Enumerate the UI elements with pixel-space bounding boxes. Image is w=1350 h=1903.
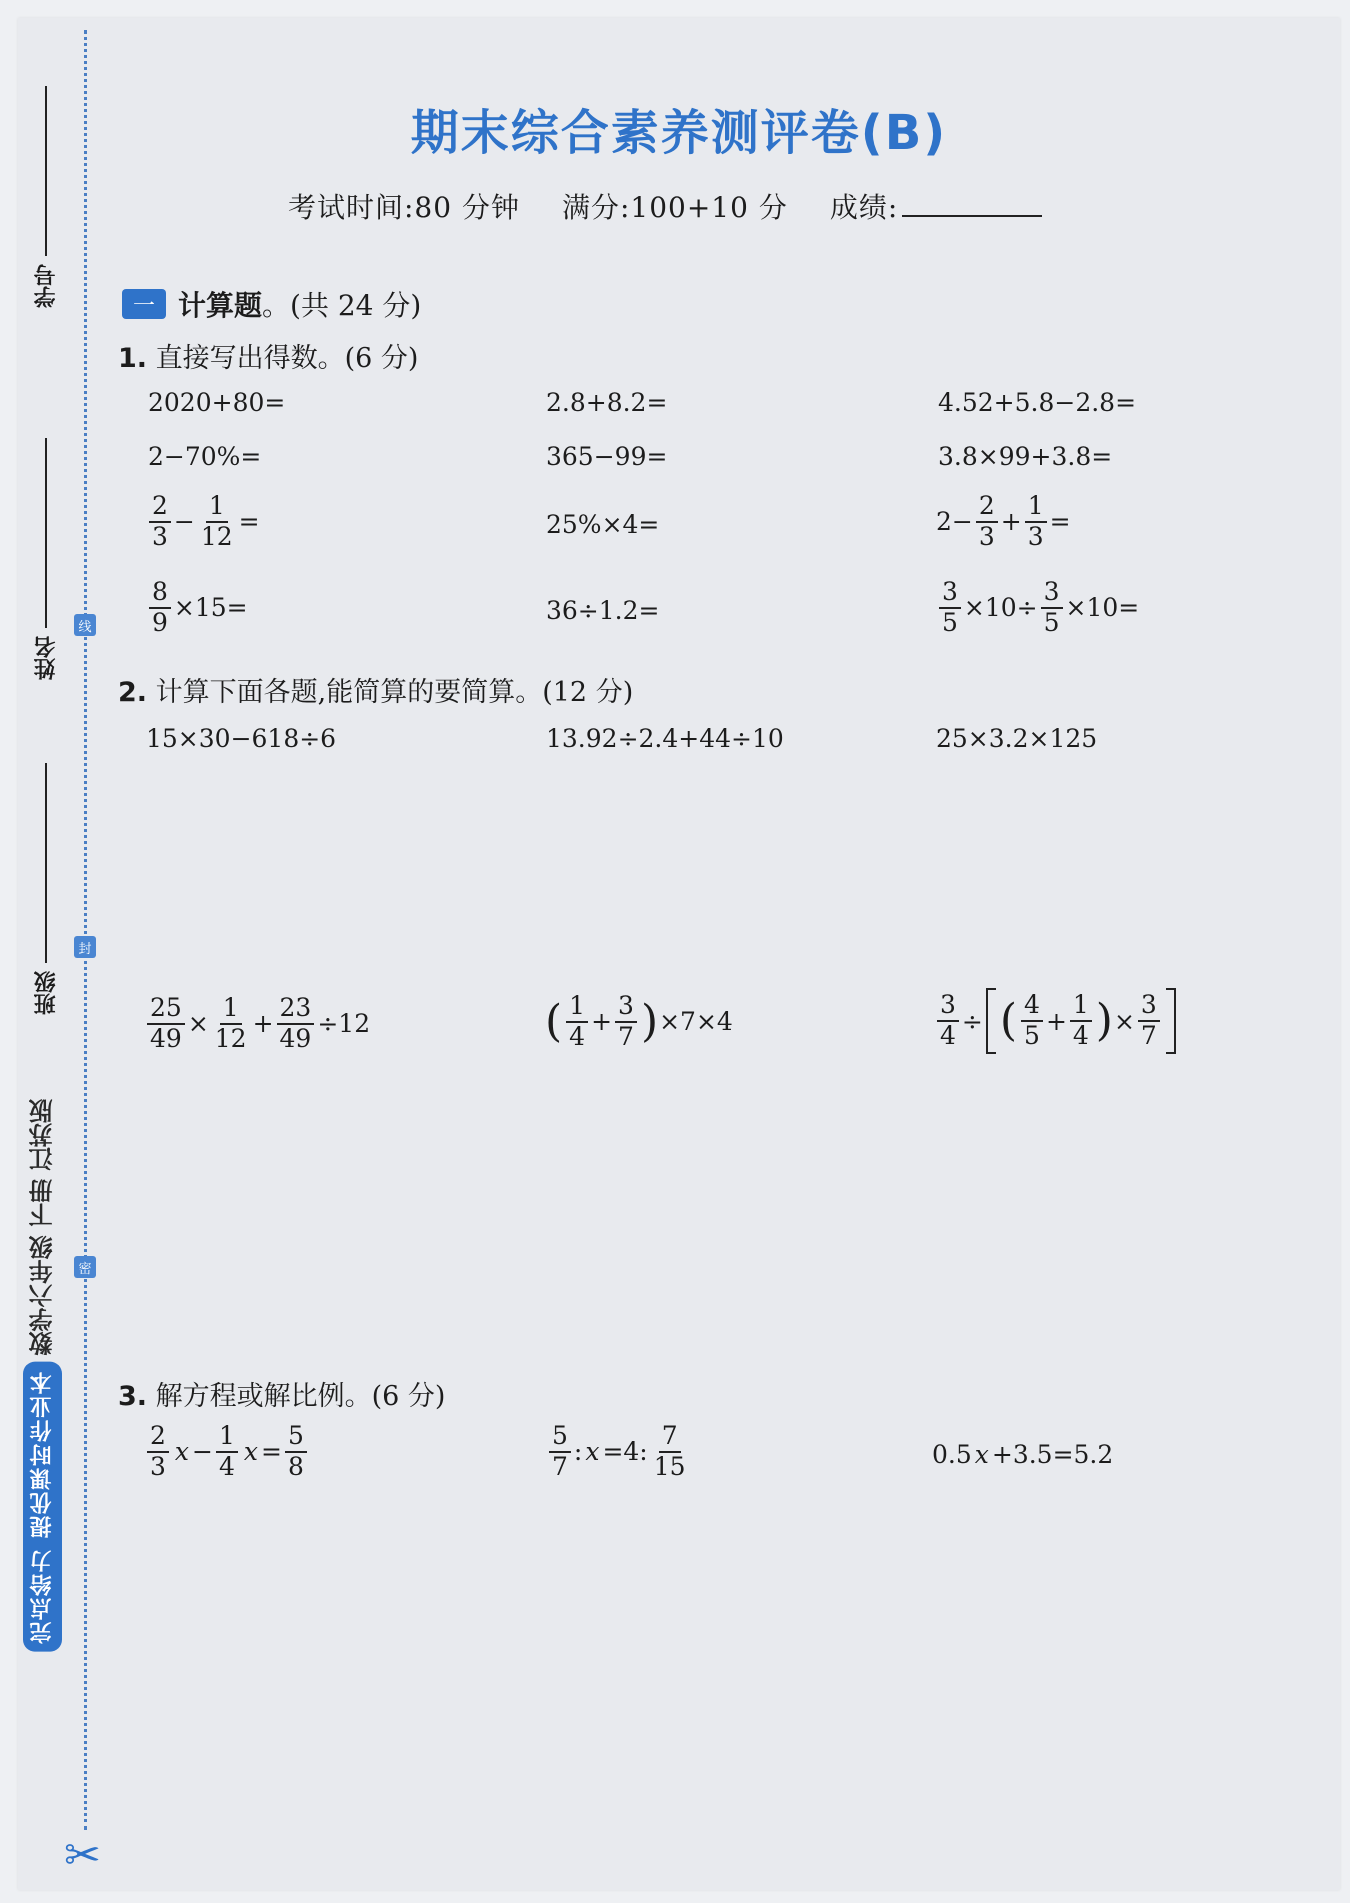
fraction: $\frac{1}{12}$ — [214, 993, 247, 1053]
fraction: $\frac{23}{49}$ — [277, 994, 315, 1054]
fraction: $\frac{1}{4}$ — [566, 992, 588, 1052]
q2-item-a: 15×30−618÷6 — [146, 724, 337, 753]
q1-item-i: 2− $\frac{2}{3}$ + $\frac{1}{3}$ = — [936, 491, 1071, 551]
seal-mark-line: 线 — [74, 614, 96, 636]
fraction: $\frac{3}{7}$ — [615, 992, 637, 1052]
name-label: 姓名 — [33, 636, 59, 680]
question-3-header: 3. 解方程或解比例。(6 分) — [118, 1381, 446, 1412]
fraction: $\frac{2}{3}$ — [149, 492, 171, 552]
series-label — [22, 1093, 62, 1793]
q1-item-d: 2−70%= — [148, 442, 262, 471]
q3-item-c: 0.5 x +3.5=5.2 — [932, 1440, 1114, 1469]
name-blank[interactable] — [45, 438, 47, 628]
name-field — [24, 438, 68, 680]
cut-dotted-line — [84, 30, 87, 1830]
fraction: $\frac{7}{15}$ — [653, 1421, 686, 1481]
exam-time: 考试时间:80 分钟 — [288, 191, 520, 224]
square-bracket-right — [1166, 988, 1176, 1054]
fraction: $\frac{3}{4}$ — [937, 991, 959, 1051]
fraction: $\frac{25}{49}$ — [147, 994, 185, 1054]
fraction: $\frac{2}{3}$ — [147, 1422, 169, 1482]
grade-blank[interactable] — [902, 193, 1042, 217]
q1-item-e: 365−99= — [546, 442, 668, 471]
seal-mark-dense: 密 — [74, 1256, 96, 1278]
q1-item-a: 2020+80= — [148, 388, 286, 417]
q1-item-j: $\frac{8}{9}$ ×15= — [146, 578, 248, 638]
fraction: $\frac{5}{8}$ — [285, 1422, 307, 1482]
student-id-label: 学号 — [33, 264, 59, 308]
series-edition: 数学六年级 下册 江苏版 — [28, 1099, 57, 1356]
square-bracket-left — [986, 988, 996, 1054]
fraction: $\frac{3}{5}$ — [1041, 578, 1063, 638]
fraction: $\frac{4}{5}$ — [1021, 991, 1043, 1051]
q1-item-f: 3.8×99+3.8= — [938, 442, 1113, 471]
fraction: $\frac{2}{3}$ — [976, 492, 998, 552]
q1-item-l: $\frac{3}{5}$ ×10÷ $\frac{3}{5}$ ×10= — [936, 578, 1139, 638]
fraction: $\frac{3}{5}$ — [939, 578, 961, 638]
q3-item-a: $\frac{2}{3}$ x − $\frac{1}{4}$ x = $\frac{5}{8}$ — [144, 1422, 310, 1482]
fraction: $\frac{5}{7}$ — [549, 1422, 571, 1482]
class-field — [24, 763, 68, 1015]
exam-grade-label: 成绩: — [829, 191, 899, 224]
fraction: $\frac{3}{7}$ — [1138, 991, 1160, 1051]
q2-item-c: 25×3.2×125 — [936, 724, 1098, 753]
q2-item-d: $\frac{25}{49}$ × $\frac{1}{12}$ + $\frac{23}{49}$ ÷12 — [144, 994, 370, 1054]
section-1-header — [122, 284, 421, 324]
exam-full-score: 满分:100+10 分 — [561, 191, 788, 224]
q2-item-f: $\frac{3}{4}$ ÷ ( $\frac{4}{5}$ + $\frac{1}{4}$ ) × $\frac{3}{7}$ — [934, 988, 1179, 1054]
binding-strip — [18, 18, 108, 1890]
q1-item-g: $\frac{2}{3}$ − $\frac{1}{12}$ = — [146, 492, 260, 552]
fraction: $\frac{1}{4}$ — [216, 1422, 238, 1482]
q2-item-b: 13.92÷2.4+44÷10 — [546, 724, 784, 753]
q1-item-b: 2.8+8.2= — [546, 388, 668, 417]
fraction: $\frac{8}{9}$ — [149, 578, 171, 638]
scissors-icon: ✂ — [64, 1830, 101, 1881]
q3-item-b: $\frac{5}{7}$ : x =4: $\frac{7}{15}$ — [546, 1422, 692, 1482]
exam-info — [288, 186, 1042, 226]
question-1-header: 1. 直接写出得数。(6 分) — [118, 343, 419, 374]
question-2-header: 2. 计算下面各题,能简算的要简算。(12 分) — [118, 677, 634, 708]
section-points: 。(共 24 分) — [262, 289, 422, 322]
page-title: 期末综合素养测评卷(B) — [410, 105, 948, 161]
q1-item-h: 25%×4= — [546, 510, 660, 539]
section-title: 计算题 — [178, 289, 263, 322]
class-blank[interactable] — [45, 763, 47, 963]
fraction: $\frac{1}{3}$ — [1025, 492, 1047, 552]
q2-item-e: ( $\frac{1}{4}$ + $\frac{3}{7}$ ) ×7×4 — [545, 991, 733, 1051]
q1-item-k: 36÷1.2= — [546, 596, 660, 625]
class-label: 班级 — [33, 971, 59, 1015]
series-brand: 完点给力 提优课时作业本 — [23, 1362, 62, 1652]
seal-mark-seal: 封 — [74, 936, 96, 958]
fraction: $\frac{1}{12}$ — [200, 491, 233, 551]
section-number-badge: 一 — [122, 289, 166, 319]
q1-item-c: 4.52+5.8−2.8= — [938, 388, 1137, 417]
fraction: $\frac{1}{4}$ — [1070, 991, 1092, 1051]
exam-page — [18, 18, 1340, 1890]
